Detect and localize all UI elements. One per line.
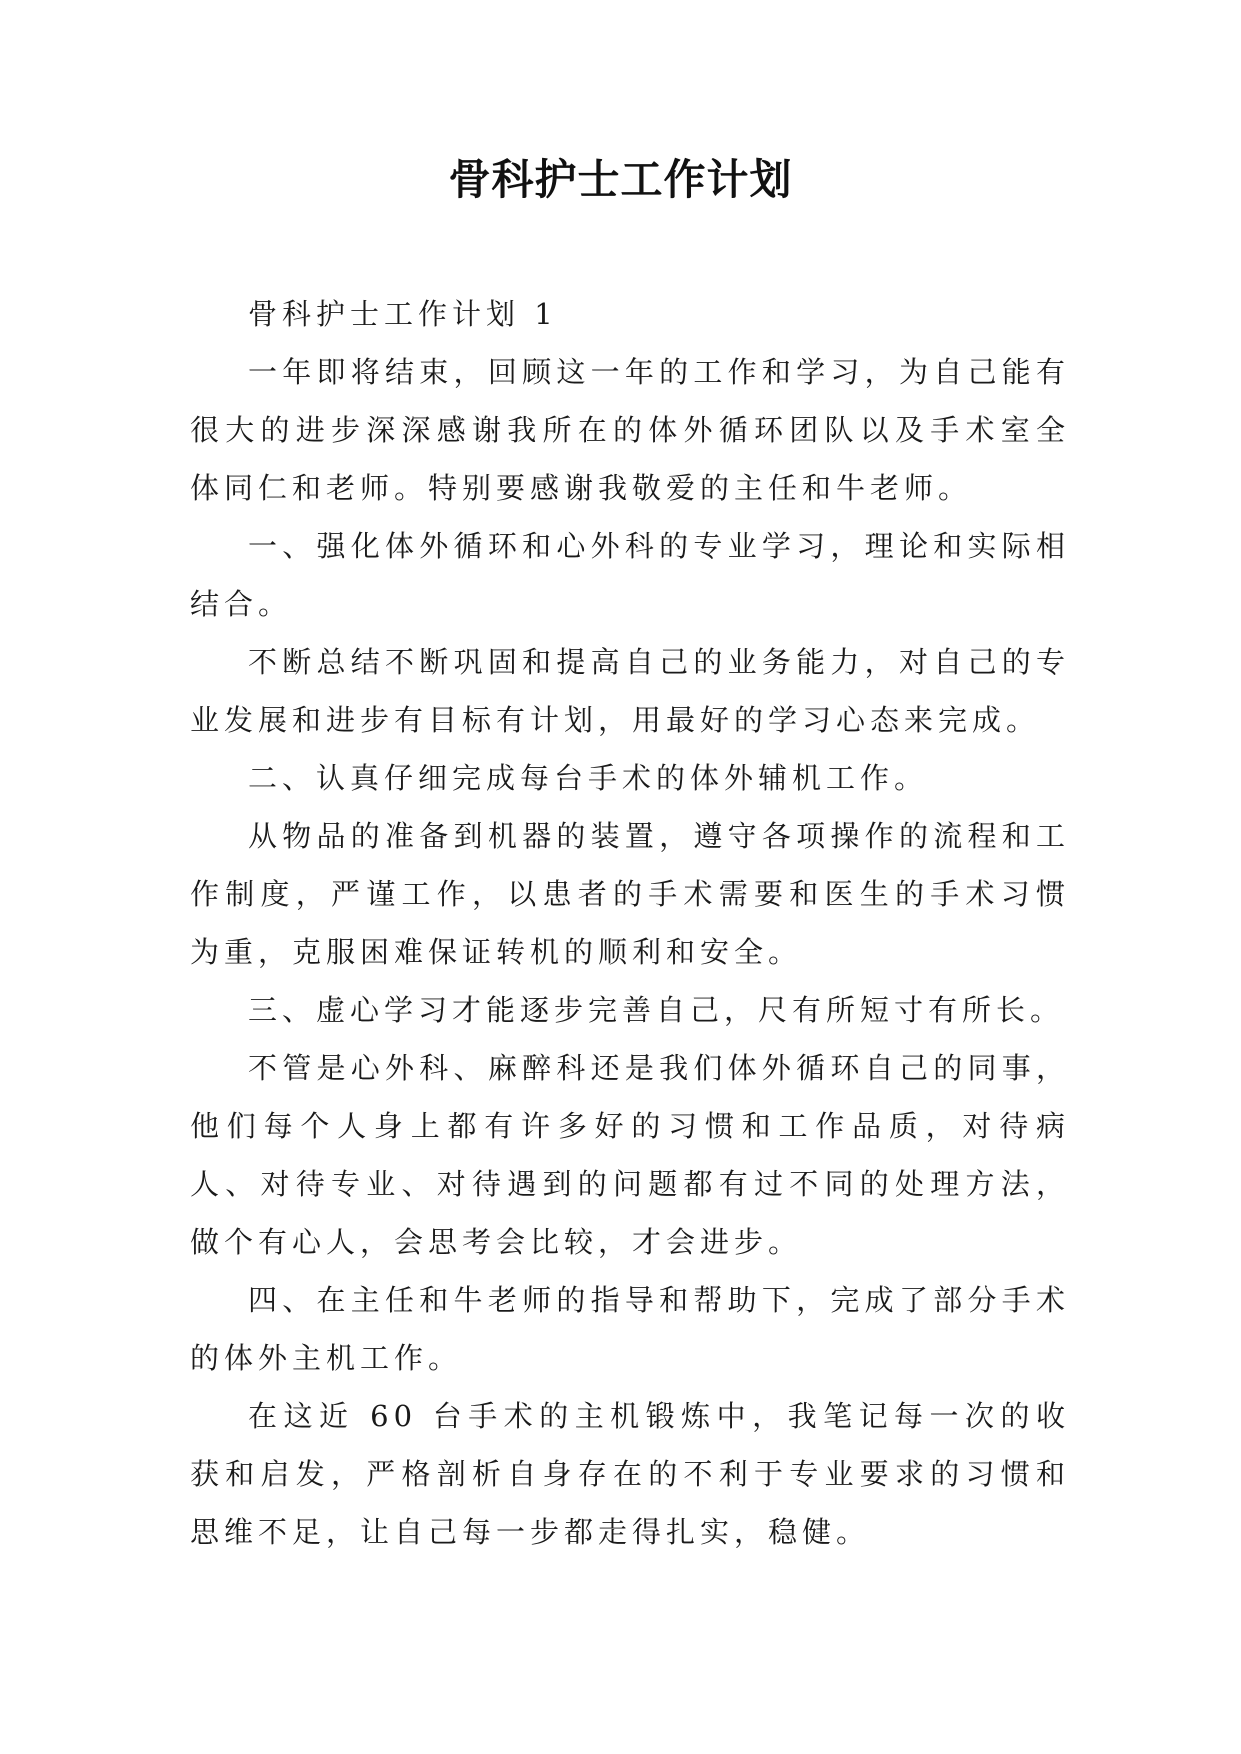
paragraph: 二、认真仔细完成每台手术的体外辅机工作。 xyxy=(248,761,929,795)
paragraph: 在这近 60 台手术的主机锻炼中，我笔记每一次的收获和启发，严格剖析自身存在的不利于专业要求的习惯和思维不足，让自己每一步都走得扎实，稳健。 xyxy=(190,1399,1070,1549)
paragraph: 三、虚心学习才能逐步完善自己，尺有所短寸有所长。 xyxy=(248,993,1065,1027)
document-body xyxy=(190,285,1070,1561)
paragraph: 从物品的准备到机器的装置，遵守各项操作的流程和工作制度，严谨工作，以患者的手术需要和医生的手术习惯为重，克服困难保证转机的顺利和安全。 xyxy=(190,819,1070,969)
paragraph: 一年即将结束，回顾这一年的工作和学习，为自己能有很大的进步深深感谢我所在的体外循环团队以及手术室全体同仁和老师。特别要感谢我敬爱的主任和牛老师。 xyxy=(190,355,1070,505)
paragraph: 不断总结不断巩固和提高自己的业务能力，对自己的专业发展和进步有目标有计划，用最好的学习心态来完成。 xyxy=(190,645,1070,737)
paragraph: 不管是心外科、麻醉科还是我们体外循环自己的同事，他们每个人身上都有许多好的习惯和工作品质，对待病人、对待专业、对待遇到的问题都有过不同的处理方法，做个有心人，会思考会比较，才会进步。 xyxy=(190,1051,1070,1259)
document-title: 骨科护士工作计划 xyxy=(448,155,793,204)
paragraph: 一、强化体外循环和心外科的专业学习，理论和实际相结合。 xyxy=(190,529,1070,621)
paragraph: 四、在主任和牛老师的指导和帮助下，完成了部分手术的体外主机工作。 xyxy=(190,1283,1070,1375)
section-heading: 骨科护士工作计划 1 xyxy=(248,297,558,331)
